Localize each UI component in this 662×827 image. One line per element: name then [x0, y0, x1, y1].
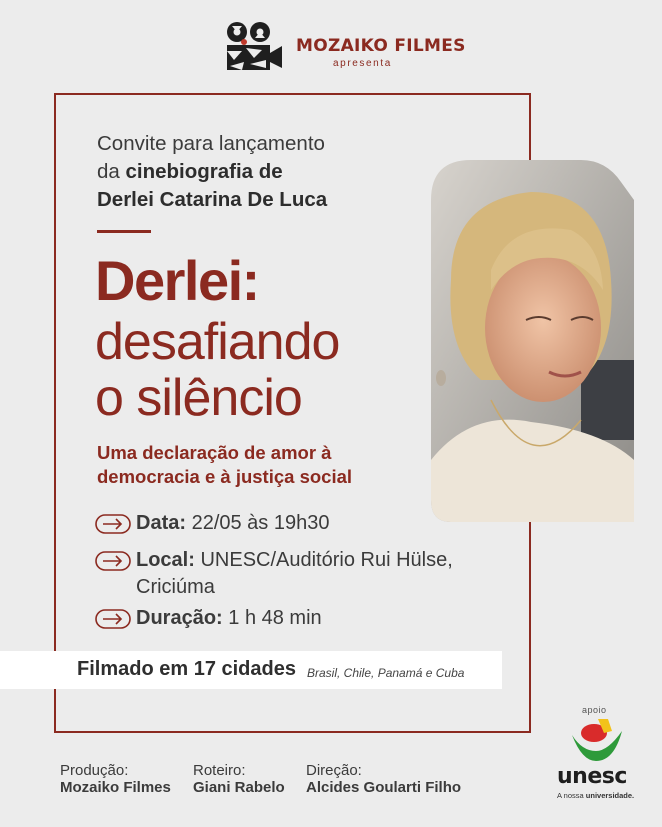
event-location — [136, 547, 453, 601]
invitation-line-2 — [97, 158, 397, 186]
invitation-line-2-prefix: da — [97, 160, 126, 183]
arrow-right-icon — [95, 609, 131, 629]
credit-label: Roteiro: — [193, 762, 246, 779]
credit-value: Giani Rabelo — [193, 779, 285, 796]
event-date — [136, 510, 329, 537]
invitation-line-1: Convite para lançamento — [97, 132, 325, 155]
filming-cities: Filmado em 17 cidades — [77, 658, 296, 680]
invitation-line-3-bold: Derlei Catarina De Luca — [97, 188, 328, 211]
film-subtitle — [97, 441, 427, 489]
credit-script — [193, 762, 285, 796]
sponsor-tagline-prefix: A nossa — [557, 791, 586, 800]
event-duration — [136, 605, 322, 632]
film-title-line-2: desafiando — [95, 313, 340, 371]
film-title-line-3: o silêncio — [95, 369, 302, 427]
duration-value: 1 h 48 min — [222, 607, 322, 629]
accent-divider — [97, 230, 151, 233]
invitation-text — [97, 130, 397, 214]
credit-value: Mozaiko Filmes — [60, 779, 171, 796]
credit-value: Alcides Goularti Filho — [306, 779, 462, 796]
portrait-photo — [431, 160, 634, 522]
date-label: Data: — [136, 512, 187, 534]
credit-label: Direção: — [306, 762, 362, 779]
sponsor-tagline-bold: universidade. — [585, 791, 635, 800]
credit-production — [60, 762, 171, 796]
credit-direction — [306, 762, 461, 796]
arrow-right-icon — [95, 514, 131, 534]
credit-label: Produção: — [60, 762, 129, 779]
sponsor-name: unesc — [557, 764, 627, 789]
film-subtitle-line-2: democracia e à justiça social — [97, 466, 353, 487]
film-subtitle-line-1: Uma declaração de amor à — [97, 442, 332, 463]
location-value: UNESC/Auditório Rui Hülse, — [194, 549, 453, 571]
sponsor-label: apoio — [582, 705, 607, 715]
film-camera-logo-icon — [224, 20, 286, 72]
date-value: 22/05 às 19h30 — [186, 512, 330, 534]
invitation-line-2-bold: cinebiografia de — [125, 160, 283, 183]
duration-label: Duração: — [136, 607, 223, 629]
location-city: Criciúma — [136, 576, 215, 598]
brand-name: MOZAIKO FILMES — [296, 36, 466, 56]
sponsor-tagline — [557, 791, 634, 800]
unesc-logo-icon — [568, 717, 624, 767]
invitation-line-3 — [97, 186, 397, 214]
arrow-right-icon — [95, 551, 131, 571]
film-title-main: Derlei: — [95, 249, 259, 312]
location-label: Local: — [136, 549, 195, 571]
brand-tagline: apresenta — [333, 58, 392, 69]
filming-countries: Brasil, Chile, Panamá e Cuba — [307, 666, 465, 680]
